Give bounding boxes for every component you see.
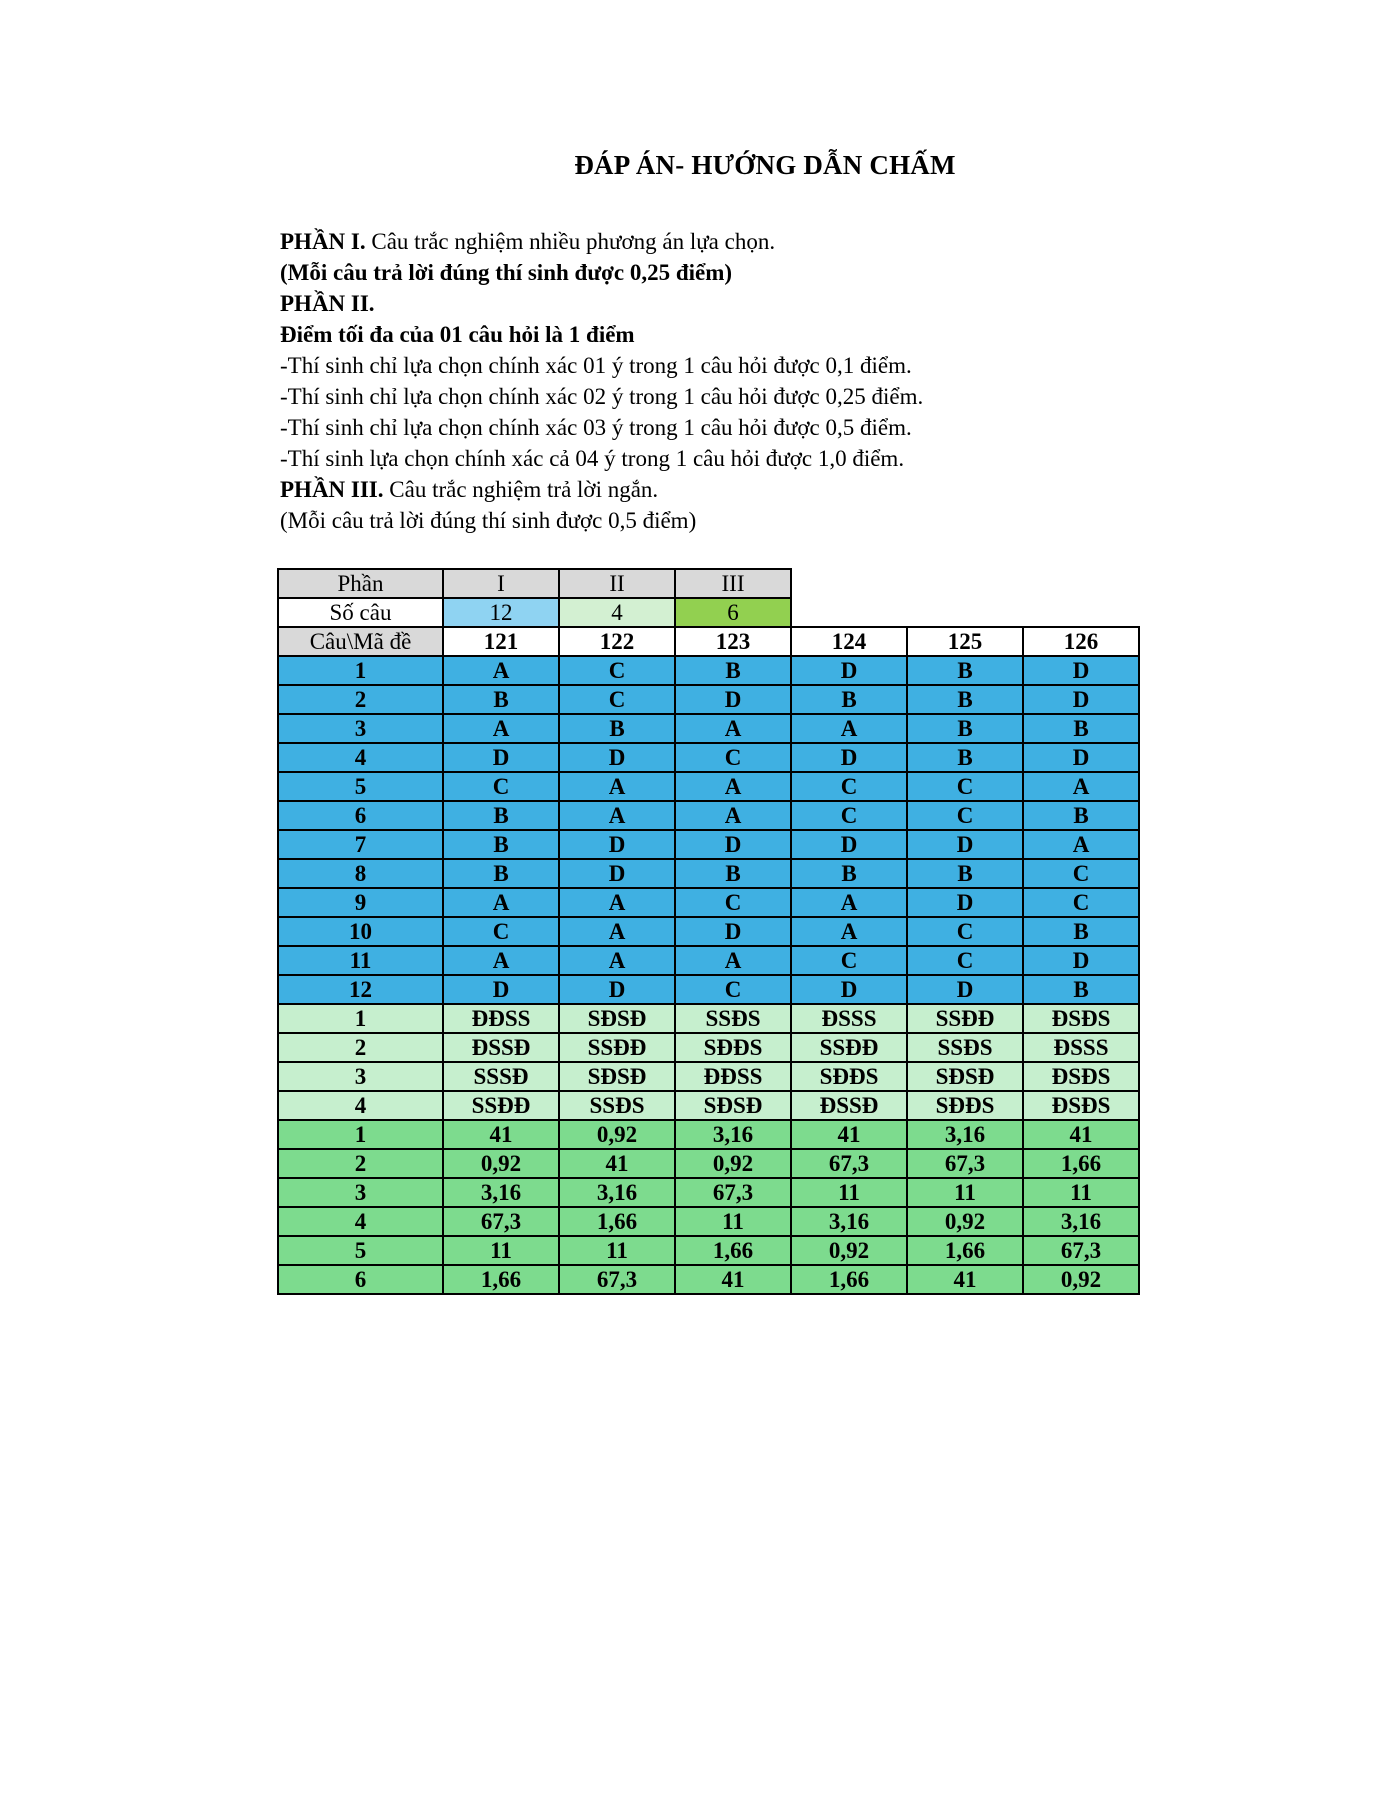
- question-number: 7: [278, 830, 443, 859]
- answer-cell: D: [1023, 946, 1139, 975]
- answer-cell: 3,16: [559, 1178, 675, 1207]
- question-number: 3: [278, 714, 443, 743]
- part1-text: Câu trắc nghiệm nhiều phương án lựa chọn.: [365, 229, 776, 254]
- answer-cell: D: [907, 888, 1023, 917]
- answer-cell: A: [791, 888, 907, 917]
- answer-cell: A: [443, 656, 559, 685]
- answer-cell: D: [675, 685, 791, 714]
- answer-cell: D: [791, 975, 907, 1004]
- question-number: 8: [278, 859, 443, 888]
- answer-cell: 3,16: [443, 1178, 559, 1207]
- answer-cell: B: [559, 714, 675, 743]
- answer-cell: C: [791, 946, 907, 975]
- answer-cell: D: [443, 743, 559, 772]
- part1-answer-row: [278, 946, 1139, 975]
- answer-cell: ĐSĐS: [1023, 1062, 1139, 1091]
- answer-cell: B: [1023, 975, 1139, 1004]
- answer-cell: B: [907, 714, 1023, 743]
- question-number: 2: [278, 1033, 443, 1062]
- part1-answer-row: [278, 772, 1139, 801]
- answer-cell: A: [1023, 830, 1139, 859]
- answer-cell: A: [559, 801, 675, 830]
- part1-answer-row: [278, 917, 1139, 946]
- answer-cell: B: [443, 801, 559, 830]
- answer-cell: C: [675, 743, 791, 772]
- question-count: 6: [675, 598, 791, 627]
- answer-cell: C: [907, 946, 1023, 975]
- part2-answer-row: [278, 1062, 1139, 1091]
- answer-cell: 41: [675, 1265, 791, 1294]
- answer-cell: C: [675, 888, 791, 917]
- answer-cell: B: [443, 685, 559, 714]
- answer-cell: C: [675, 975, 791, 1004]
- answer-cell: B: [907, 859, 1023, 888]
- answer-cell: C: [443, 917, 559, 946]
- answer-cell: SSĐS: [559, 1091, 675, 1120]
- question-number: 6: [278, 1265, 443, 1294]
- answer-cell: D: [559, 859, 675, 888]
- question-number: 4: [278, 743, 443, 772]
- question-number: 2: [278, 685, 443, 714]
- answer-cell: SĐĐS: [791, 1062, 907, 1091]
- part3-note: (Mỗi câu trả lời đúng thí sinh được 0,5 điểm): [280, 508, 697, 533]
- part2-label: PHẦN II.: [280, 291, 375, 316]
- answer-cell: SSĐĐ: [443, 1091, 559, 1120]
- answer-cell: 11: [1023, 1178, 1139, 1207]
- question-number: 5: [278, 772, 443, 801]
- answer-cell: A: [675, 714, 791, 743]
- answer-cell: B: [443, 830, 559, 859]
- exam-code: 121: [443, 627, 559, 656]
- question-number: 4: [278, 1207, 443, 1236]
- answer-cell: B: [791, 685, 907, 714]
- answer-cell: 1,66: [675, 1236, 791, 1265]
- answer-cell: SĐĐS: [675, 1033, 791, 1062]
- part3-label: PHẦN III.: [280, 477, 384, 502]
- part1-note: (Mỗi câu trả lời đúng thí sinh được 0,25 điểm): [280, 260, 733, 285]
- answer-cell: 0,92: [791, 1236, 907, 1265]
- answer-cell: SĐĐS: [907, 1091, 1023, 1120]
- exam-code: 124: [791, 627, 907, 656]
- question-count: 12: [443, 598, 559, 627]
- answer-cell: B: [907, 743, 1023, 772]
- question-number: 10: [278, 917, 443, 946]
- answer-cell: 67,3: [559, 1265, 675, 1294]
- empty-cell: [907, 569, 1023, 598]
- answer-cell: 11: [443, 1236, 559, 1265]
- empty-cell: [791, 569, 907, 598]
- answer-cell: 1,66: [907, 1236, 1023, 1265]
- question-number: 11: [278, 946, 443, 975]
- answer-cell: 0,92: [1023, 1265, 1139, 1294]
- answer-cell: B: [907, 685, 1023, 714]
- part-name: I: [443, 569, 559, 598]
- answer-cell: 0,92: [675, 1149, 791, 1178]
- answer-cell: C: [1023, 859, 1139, 888]
- question-count: 4: [559, 598, 675, 627]
- answer-cell: 11: [791, 1178, 907, 1207]
- answer-cell: 41: [791, 1120, 907, 1149]
- part1-answer-row: [278, 685, 1139, 714]
- answer-cell: ĐSSĐ: [443, 1033, 559, 1062]
- part2-answer-row: [278, 1004, 1139, 1033]
- part2-rule: -Thí sinh chỉ lựa chọn chính xác 01 ý trong 1 câu hỏi được 0,1 điểm.: [280, 353, 912, 378]
- part1-label: PHẦN I.: [280, 229, 366, 254]
- answer-cell: 3,16: [791, 1207, 907, 1236]
- answer-cell: 0,92: [443, 1149, 559, 1178]
- empty-cell: [791, 598, 907, 627]
- grading-instructions: [280, 226, 923, 536]
- part-name: III: [675, 569, 791, 598]
- empty-cell: [1023, 569, 1139, 598]
- answer-cell: D: [559, 975, 675, 1004]
- answer-cell: C: [791, 772, 907, 801]
- answer-cell: D: [559, 743, 675, 772]
- answer-cell: C: [907, 772, 1023, 801]
- part3-text: Câu trắc nghiệm trả lời ngắn.: [383, 477, 659, 502]
- answer-cell: 41: [559, 1149, 675, 1178]
- answer-cell: A: [559, 772, 675, 801]
- part3-answer-row: [278, 1178, 1139, 1207]
- exam-code: 126: [1023, 627, 1139, 656]
- answer-cell: D: [443, 975, 559, 1004]
- answer-cell: 41: [1023, 1120, 1139, 1149]
- answer-cell: A: [559, 946, 675, 975]
- answer-cell: 11: [675, 1207, 791, 1236]
- answer-cell: A: [1023, 772, 1139, 801]
- answer-cell: 41: [907, 1265, 1023, 1294]
- answer-cell: 3,16: [675, 1120, 791, 1149]
- answer-cell: C: [559, 685, 675, 714]
- part-name: II: [559, 569, 675, 598]
- answer-cell: C: [907, 801, 1023, 830]
- answer-cell: D: [791, 656, 907, 685]
- answer-cell: ĐĐSS: [675, 1062, 791, 1091]
- answer-cell: C: [907, 917, 1023, 946]
- answer-cell: C: [791, 801, 907, 830]
- answer-cell: SĐSĐ: [559, 1004, 675, 1033]
- question-number: 4: [278, 1091, 443, 1120]
- answer-cell: SSĐĐ: [907, 1004, 1023, 1033]
- answer-cell: 1,66: [1023, 1149, 1139, 1178]
- question-number: 1: [278, 1004, 443, 1033]
- count-label: Số câu: [278, 598, 443, 627]
- answer-cell: D: [675, 830, 791, 859]
- exam-code: 122: [559, 627, 675, 656]
- summary-counts-row: [278, 598, 1139, 627]
- answer-cell: D: [559, 830, 675, 859]
- answer-cell: A: [559, 917, 675, 946]
- answer-cell: D: [791, 743, 907, 772]
- answer-cell: ĐSĐS: [1023, 1091, 1139, 1120]
- answer-cell: D: [1023, 743, 1139, 772]
- answer-cell: D: [907, 975, 1023, 1004]
- answer-cell: A: [443, 714, 559, 743]
- part2-max-score: Điểm tối đa của 01 câu hỏi là 1 điểm: [280, 322, 635, 347]
- part3-answer-row: [278, 1265, 1139, 1294]
- answer-cell: B: [443, 859, 559, 888]
- answer-cell: D: [791, 830, 907, 859]
- answer-cell: ĐSSS: [791, 1004, 907, 1033]
- question-number: 9: [278, 888, 443, 917]
- answer-cell: SSĐS: [675, 1004, 791, 1033]
- answer-cell: 1,66: [443, 1265, 559, 1294]
- answer-cell: B: [1023, 714, 1139, 743]
- exam-code: 125: [907, 627, 1023, 656]
- answer-cell: SSĐĐ: [791, 1033, 907, 1062]
- answer-cell: A: [443, 946, 559, 975]
- answer-cell: ĐĐSS: [443, 1004, 559, 1033]
- exam-code: 123: [675, 627, 791, 656]
- answer-cell: B: [675, 859, 791, 888]
- part3-line: [280, 474, 923, 505]
- summary-parts-row: [278, 569, 1139, 598]
- part1-answer-row: [278, 888, 1139, 917]
- answer-cell: D: [1023, 656, 1139, 685]
- answer-cell: 3,16: [907, 1120, 1023, 1149]
- answer-cell: 67,3: [791, 1149, 907, 1178]
- part3-answer-row: [278, 1236, 1139, 1265]
- answer-cell: 67,3: [675, 1178, 791, 1207]
- question-number: 1: [278, 656, 443, 685]
- answer-cell: D: [907, 830, 1023, 859]
- answer-cell: A: [675, 772, 791, 801]
- answer-cell: SĐSĐ: [907, 1062, 1023, 1091]
- part3-answer-row: [278, 1207, 1139, 1236]
- answer-cell: C: [443, 772, 559, 801]
- answer-cell: B: [1023, 917, 1139, 946]
- part2-answer-row: [278, 1091, 1139, 1120]
- part1-answer-row: [278, 859, 1139, 888]
- answer-cell: SSSĐ: [443, 1062, 559, 1091]
- exam-code-header-row: [278, 627, 1139, 656]
- answer-cell: C: [559, 656, 675, 685]
- question-number: 1: [278, 1120, 443, 1149]
- answer-cell: A: [675, 801, 791, 830]
- answer-cell: 67,3: [443, 1207, 559, 1236]
- answer-cell: SĐSĐ: [559, 1062, 675, 1091]
- part2-answer-row: [278, 1033, 1139, 1062]
- question-number: 2: [278, 1149, 443, 1178]
- part1-answer-row: [278, 975, 1139, 1004]
- answer-cell: 1,66: [791, 1265, 907, 1294]
- answer-cell: D: [1023, 685, 1139, 714]
- answer-cell: B: [791, 859, 907, 888]
- part1-answer-row: [278, 801, 1139, 830]
- part-label: Phần: [278, 569, 443, 598]
- part1-answer-row: [278, 714, 1139, 743]
- empty-cell: [907, 598, 1023, 627]
- empty-cell: [1023, 598, 1139, 627]
- answer-cell: 1,66: [559, 1207, 675, 1236]
- answer-cell: 0,92: [559, 1120, 675, 1149]
- answer-cell: 67,3: [907, 1149, 1023, 1178]
- answer-cell: SSĐS: [907, 1033, 1023, 1062]
- question-number: 3: [278, 1178, 443, 1207]
- answer-cell: A: [791, 714, 907, 743]
- corner-label: Câu\Mã đề: [278, 627, 443, 656]
- answer-cell: A: [675, 946, 791, 975]
- answer-cell: B: [675, 656, 791, 685]
- part3-answer-row: [278, 1120, 1139, 1149]
- answer-cell: C: [1023, 888, 1139, 917]
- answer-cell: 11: [559, 1236, 675, 1265]
- part1-answer-row: [278, 743, 1139, 772]
- answer-cell: 67,3: [1023, 1236, 1139, 1265]
- answer-cell: D: [675, 917, 791, 946]
- answer-cell: A: [559, 888, 675, 917]
- answer-cell: 3,16: [1023, 1207, 1139, 1236]
- answer-cell: A: [443, 888, 559, 917]
- part2-rule: -Thí sinh lựa chọn chính xác cả 04 ý trong 1 câu hỏi được 1,0 điểm.: [280, 446, 905, 471]
- part2-rule: -Thí sinh chỉ lựa chọn chính xác 03 ý trong 1 câu hỏi được 0,5 điểm.: [280, 415, 912, 440]
- answer-cell: 0,92: [907, 1207, 1023, 1236]
- answer-cell: ĐSĐS: [1023, 1004, 1139, 1033]
- question-number: 3: [278, 1062, 443, 1091]
- question-number: 5: [278, 1236, 443, 1265]
- part1-answer-row: [278, 830, 1139, 859]
- document-title: ĐÁP ÁN- HƯỚNG DẪN CHẤM: [574, 150, 956, 180]
- answer-key-table: [277, 568, 1140, 1295]
- part2-rule: -Thí sinh chỉ lựa chọn chính xác 02 ý trong 1 câu hỏi được 0,25 điểm.: [280, 384, 924, 409]
- answer-cell: B: [1023, 801, 1139, 830]
- answer-cell: SĐSĐ: [675, 1091, 791, 1120]
- question-number: 12: [278, 975, 443, 1004]
- answer-cell: 11: [907, 1178, 1023, 1207]
- answer-cell: 41: [443, 1120, 559, 1149]
- question-number: 6: [278, 801, 443, 830]
- part3-answer-row: [278, 1149, 1139, 1178]
- part1-answer-row: [278, 656, 1139, 685]
- answer-cell: B: [907, 656, 1023, 685]
- answer-cell: ĐSSS: [1023, 1033, 1139, 1062]
- part1-line: [280, 226, 923, 257]
- answer-cell: ĐSSĐ: [791, 1091, 907, 1120]
- answer-cell: SSĐĐ: [559, 1033, 675, 1062]
- answer-cell: A: [791, 917, 907, 946]
